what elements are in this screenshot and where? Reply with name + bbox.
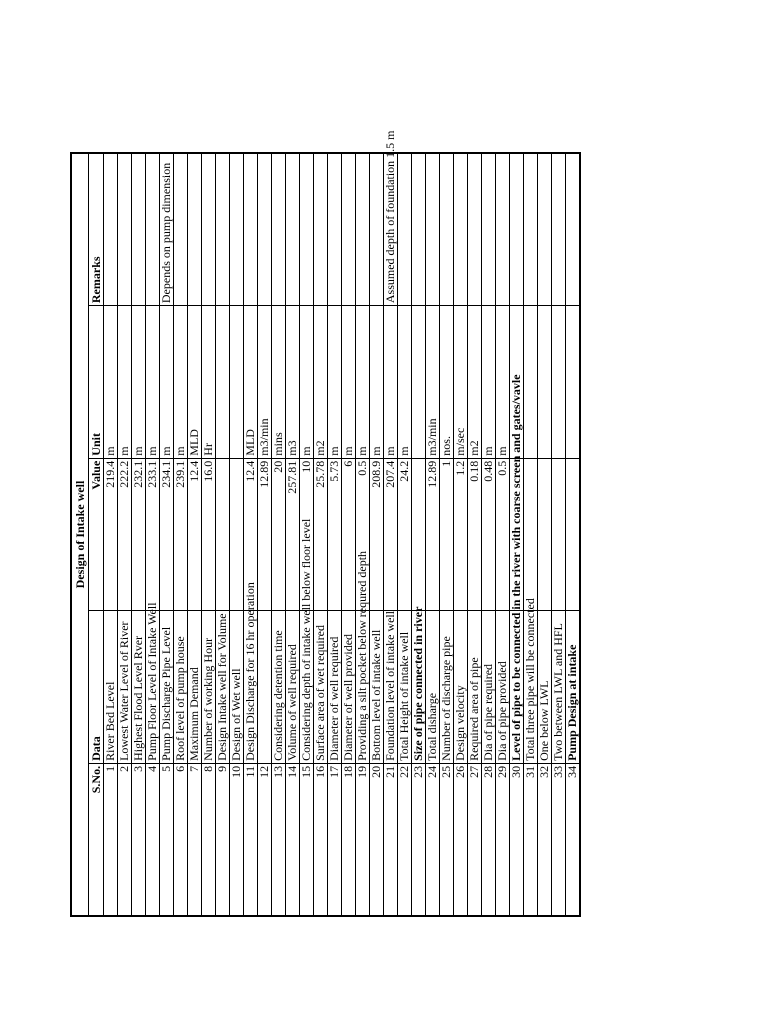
row-unit: m <box>160 306 174 459</box>
row-remarks <box>118 153 132 306</box>
row-sno: 6 <box>174 763 188 916</box>
row-data: Total three pipe will be connected <box>524 611 538 764</box>
row-data: Dia of pipe required <box>482 611 496 764</box>
row-remarks <box>272 153 286 306</box>
row-remarks <box>510 153 524 306</box>
table-row <box>286 153 300 916</box>
row-value: 12.4 <box>188 458 202 611</box>
row-data: Level of pipe to be connected in the river with coarse screen and gates/vavle <box>510 611 524 764</box>
row-sno: 4 <box>146 763 160 916</box>
row-sno: 31 <box>524 763 538 916</box>
row-value: 0.5 <box>356 458 370 611</box>
row-remarks <box>412 153 426 306</box>
row-data: Maximum Demand <box>188 611 202 764</box>
row-value: 12.89 <box>426 458 440 611</box>
table-row <box>188 153 202 916</box>
row-remarks <box>454 153 468 306</box>
table-row <box>174 153 188 916</box>
row-data: Size of pipe connected in river <box>412 611 426 764</box>
row-unit: m <box>104 306 118 459</box>
row-value: 234.1 <box>160 458 174 611</box>
row-unit: m <box>300 306 314 459</box>
row-unit: mins <box>272 306 286 459</box>
row-remarks <box>426 153 440 306</box>
row-unit: m <box>384 306 398 459</box>
row-sno: 9 <box>216 763 230 916</box>
row-unit: m <box>342 306 356 459</box>
table-row <box>118 153 132 916</box>
row-value: 25.78 <box>314 458 328 611</box>
row-value <box>216 458 230 611</box>
table-row <box>538 153 552 916</box>
row-remarks <box>244 153 258 306</box>
table-row <box>328 153 342 916</box>
row-data: Pump Design at intake <box>566 611 581 764</box>
row-data: Two between LWL and HFL <box>552 611 566 764</box>
header-unit: Unit <box>89 306 104 459</box>
row-value <box>538 458 552 611</box>
row-unit: m3/min <box>426 306 440 459</box>
row-remarks <box>482 153 496 306</box>
row-data: River Bed Level <box>104 611 118 764</box>
row-value: 207.4 <box>384 458 398 611</box>
row-remarks <box>104 153 118 306</box>
row-remarks <box>188 153 202 306</box>
title-row <box>71 153 89 916</box>
row-sno: 16 <box>314 763 328 916</box>
row-remarks <box>132 153 146 306</box>
table-row <box>230 153 244 916</box>
table-row <box>524 153 538 916</box>
row-sno: 22 <box>398 763 412 916</box>
row-data: Design velocity <box>454 611 468 764</box>
table-row <box>454 153 468 916</box>
table-row <box>552 153 566 916</box>
row-unit: m3 <box>286 306 300 459</box>
table-row <box>300 153 314 916</box>
table-row <box>426 153 440 916</box>
row-sno: 8 <box>202 763 216 916</box>
table-row <box>202 153 216 916</box>
row-sno: 32 <box>538 763 552 916</box>
row-sno: 28 <box>482 763 496 916</box>
row-sno: 3 <box>132 763 146 916</box>
row-data: One below LWL <box>538 611 552 764</box>
intake-well-table <box>70 130 581 917</box>
row-sno: 25 <box>440 763 454 916</box>
row-remarks <box>440 153 454 306</box>
table-row <box>384 153 398 916</box>
row-value: 232.1 <box>132 458 146 611</box>
table-row <box>314 153 328 916</box>
rotated-sheet <box>70 130 691 917</box>
row-data: Foundation level of intake well <box>384 611 398 764</box>
row-unit: Hr <box>202 306 216 459</box>
row-sno: 18 <box>342 763 356 916</box>
row-sno: 12 <box>258 763 272 916</box>
row-sno: 29 <box>496 763 510 916</box>
row-unit: m <box>118 306 132 459</box>
row-remarks <box>314 153 328 306</box>
row-value: 10 <box>300 458 314 611</box>
row-data: Considering depth of intake well below floor level <box>300 611 314 764</box>
row-value: 12.4 <box>244 458 258 611</box>
row-data: Bottom level of intake well <box>370 611 384 764</box>
table-row <box>244 153 258 916</box>
table-row <box>258 153 272 916</box>
row-value: 222.2 <box>118 458 132 611</box>
row-unit: m <box>146 306 160 459</box>
row-sno: 19 <box>356 763 370 916</box>
row-data: Roof level of pump house <box>174 611 188 764</box>
row-remarks <box>146 153 160 306</box>
row-unit <box>216 306 230 459</box>
row-unit: m <box>398 306 412 459</box>
row-data: Surface area of wet required <box>314 611 328 764</box>
row-unit: MLD <box>244 306 258 459</box>
row-sno: 14 <box>286 763 300 916</box>
row-value <box>412 458 426 611</box>
row-sno: 5 <box>160 763 174 916</box>
row-value: 0.5 <box>496 458 510 611</box>
row-value: 6 <box>342 458 356 611</box>
row-remarks <box>202 153 216 306</box>
row-sno: 21 <box>384 763 398 916</box>
row-value: 0.18 <box>468 458 482 611</box>
row-data: Diameter of well provided <box>342 611 356 764</box>
row-sno: 1 <box>104 763 118 916</box>
row-sno: 33 <box>552 763 566 916</box>
row-data: Providing a silt pocket below requred depth <box>356 611 370 764</box>
row-sno: 13 <box>272 763 286 916</box>
row-data: Number of discharge pipe <box>440 611 454 764</box>
row-sno: 11 <box>244 763 258 916</box>
row-value: 219.4 <box>104 458 118 611</box>
table-title: Design of Intake well <box>71 153 89 916</box>
table-row <box>146 153 160 916</box>
row-value: 1.2 <box>454 458 468 611</box>
row-remarks <box>524 153 538 306</box>
row-remarks <box>468 153 482 306</box>
row-data: Lowest Water Level of River <box>118 611 132 764</box>
table-row <box>272 153 286 916</box>
table-row <box>412 153 426 916</box>
row-data: Pump Discharge Pipe Level <box>160 611 174 764</box>
row-unit <box>552 306 566 459</box>
row-sno: 2 <box>118 763 132 916</box>
row-data: Design Discharge for 16 hr operation <box>244 611 258 764</box>
row-unit: m2 <box>468 306 482 459</box>
row-sno: 15 <box>300 763 314 916</box>
row-data: Design of Wet well <box>230 611 244 764</box>
row-sno: 26 <box>454 763 468 916</box>
row-remarks <box>566 153 581 306</box>
row-data: Design Intake well for Volume <box>216 611 230 764</box>
row-value: 233.1 <box>146 458 160 611</box>
row-value: 0.48 <box>482 458 496 611</box>
row-unit <box>524 306 538 459</box>
row-value <box>230 458 244 611</box>
row-remarks <box>230 153 244 306</box>
table-row <box>496 153 510 916</box>
table-row <box>482 153 496 916</box>
row-unit: m2 <box>314 306 328 459</box>
row-remarks <box>216 153 230 306</box>
table-row <box>398 153 412 916</box>
header-value: Value <box>89 458 104 611</box>
row-data: Total disharge <box>426 611 440 764</box>
table-row <box>104 153 118 916</box>
table-row <box>216 153 230 916</box>
row-data: Considering detention time <box>272 611 286 764</box>
row-remarks <box>356 153 370 306</box>
row-unit <box>230 306 244 459</box>
row-unit: m <box>482 306 496 459</box>
table-row <box>468 153 482 916</box>
row-value: 208.9 <box>370 458 384 611</box>
row-data: Required area of pipe <box>468 611 482 764</box>
header-sno: S.No. <box>89 763 104 916</box>
row-remarks <box>370 153 384 306</box>
row-unit: MLD <box>188 306 202 459</box>
row-unit: m <box>328 306 342 459</box>
row-value: 12.89 <box>258 458 272 611</box>
row-value <box>524 458 538 611</box>
row-value <box>566 458 581 611</box>
row-value: 5.73 <box>328 458 342 611</box>
row-value <box>552 458 566 611</box>
row-data: Diameter of well required <box>328 611 342 764</box>
header-remarks: Remarks <box>89 153 104 306</box>
row-unit: m <box>132 306 146 459</box>
table-row <box>160 153 174 916</box>
table-row <box>566 153 581 916</box>
row-remarks: Assumed depth of foundation 1.5 m <box>384 153 398 306</box>
row-remarks <box>342 153 356 306</box>
row-sno: 27 <box>468 763 482 916</box>
row-remarks <box>300 153 314 306</box>
row-data <box>258 611 272 764</box>
row-unit: m <box>174 306 188 459</box>
row-value: 239.1 <box>174 458 188 611</box>
row-sno: 7 <box>188 763 202 916</box>
table-row <box>132 153 146 916</box>
row-sno: 20 <box>370 763 384 916</box>
row-remarks <box>496 153 510 306</box>
row-unit: m3/min <box>258 306 272 459</box>
row-sno: 34 <box>566 763 581 916</box>
row-data: Number of working Hour <box>202 611 216 764</box>
row-remarks <box>258 153 272 306</box>
row-sno: 24 <box>426 763 440 916</box>
row-unit: m <box>496 306 510 459</box>
row-unit: nos. <box>440 306 454 459</box>
row-unit <box>412 306 426 459</box>
row-sno: 30 <box>510 763 524 916</box>
row-data: Dia of pipe provided <box>496 611 510 764</box>
row-unit: m <box>370 306 384 459</box>
row-data: Volume of well required <box>286 611 300 764</box>
row-value: 16.0 <box>202 458 216 611</box>
row-sno: 17 <box>328 763 342 916</box>
table-row <box>356 153 370 916</box>
row-unit: m <box>356 306 370 459</box>
row-value: 257.81 <box>286 458 300 611</box>
row-data: Highest Flood Level Rver <box>132 611 146 764</box>
row-remarks <box>398 153 412 306</box>
header-data: Data <box>89 611 104 764</box>
row-remarks: Depends on pump dimension <box>160 153 174 306</box>
table-row <box>370 153 384 916</box>
row-data: Pump Floor Level of Intake Well <box>146 611 160 764</box>
row-unit <box>538 306 552 459</box>
row-remarks <box>174 153 188 306</box>
row-unit <box>566 306 581 459</box>
table-row <box>342 153 356 916</box>
row-remarks <box>328 153 342 306</box>
row-sno: 10 <box>230 763 244 916</box>
row-value: 20 <box>272 458 286 611</box>
row-value: 24.2 <box>398 458 412 611</box>
table-row <box>440 153 454 916</box>
row-remarks <box>552 153 566 306</box>
header-row <box>89 153 104 916</box>
row-value: 1 <box>440 458 454 611</box>
row-unit: m/sec <box>454 306 468 459</box>
row-data: Total Height of intake well <box>398 611 412 764</box>
row-remarks <box>538 153 552 306</box>
table-row <box>510 153 524 916</box>
row-remarks <box>286 153 300 306</box>
row-sno: 23 <box>412 763 426 916</box>
